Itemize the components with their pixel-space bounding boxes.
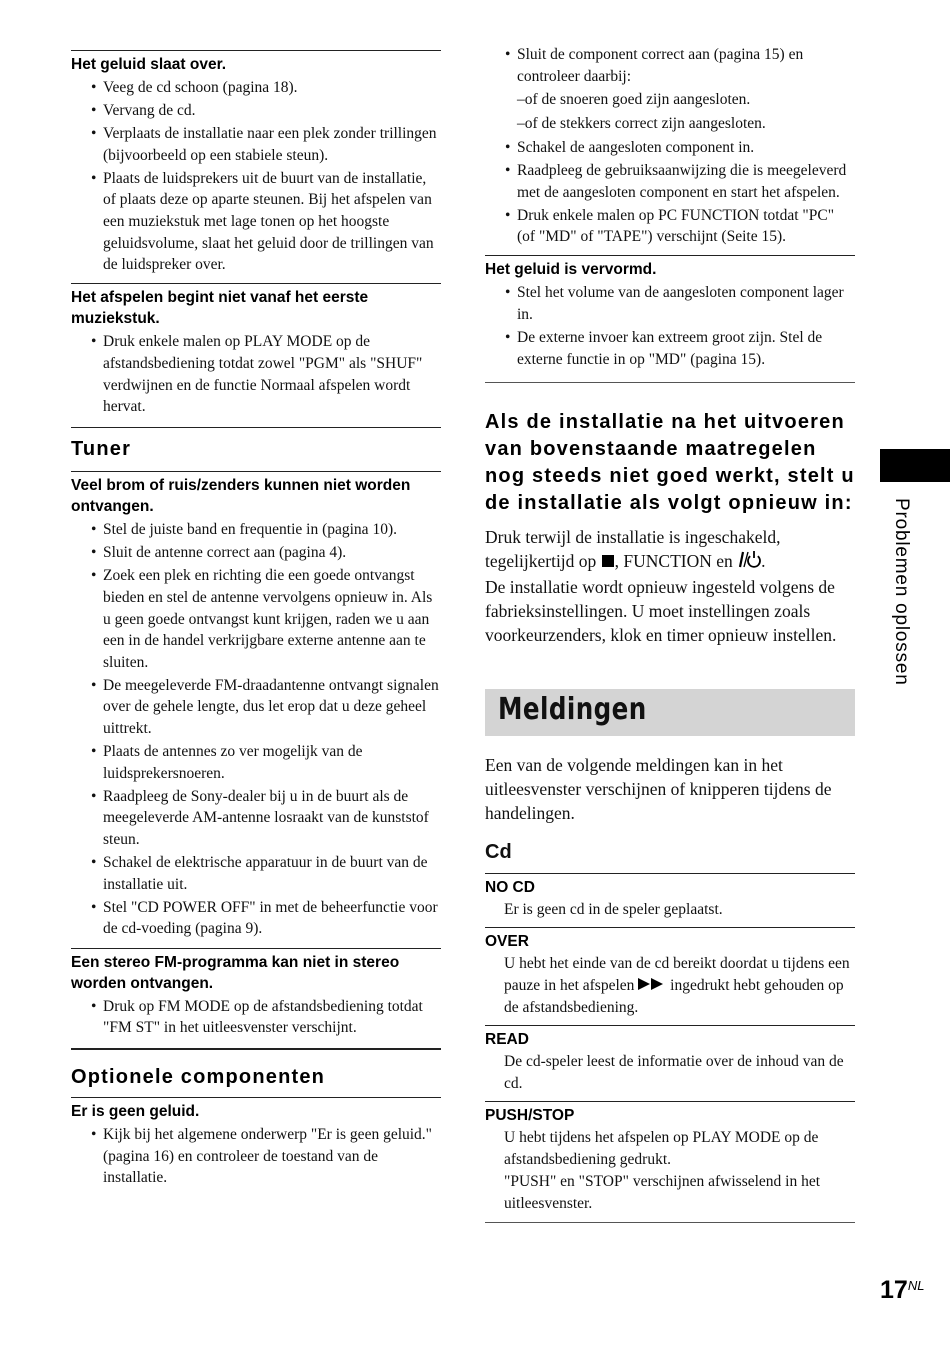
message-title: READ (485, 1031, 529, 1049)
right-column (485, 40, 855, 1223)
list-item: • Stel het volume van de aangesloten component lager in. (485, 282, 855, 325)
message-title: OVER (485, 933, 529, 951)
list-item: • Druk op FM MODE op de afstandsbediening totdat "FM ST" in het uitleesvenster verschijnt. (71, 996, 441, 1039)
list-item: • Zoek een plek en richting die een goede ontvangst bieden en stel de antenne vervolgens opnieuw in. Als u geen goede ontvangst kunt krijgen, raden we u aan een in de handel verkrijgbare externe antenne aan te sluiten. (71, 565, 441, 673)
section-rule (485, 382, 855, 383)
bullet-list (71, 77, 441, 283)
sub-line: –of de stekkers correct zijn aangesloten. (517, 114, 766, 132)
message-description: Er is geen cd in de speler geplaatst. (504, 900, 723, 918)
optional-components-heading: Optionele componenten (71, 1066, 326, 1089)
bullet-list (485, 44, 855, 87)
reset-note: De installatie wordt opnieuw ingesteld volgens de fabrieksinstellingen. U moet instellingen zoals voorkeurzenders, klok en timer opnieuw instellen. (485, 576, 837, 645)
list-item: • Schakel de aangesloten component in. (485, 137, 855, 159)
banner-title: Meldingen (498, 691, 647, 727)
list-item: • Schakel de elektrische apparatuur in de buurt van de installatie uit. (71, 852, 441, 895)
section-heading: Een stereo FM-programma kan niet in stereo worden ontvangen. (71, 953, 400, 992)
list-item: • Veeg de cd schoon (pagina 18). (71, 77, 441, 99)
list-item: • Kijk bij het algemene onderwerp "Er is geen geluid." (pagina 16) en controleer de toestand van de installatie. (71, 1124, 441, 1189)
message-description: "PUSH" en "STOP" verschijnen afwisselend in het uitleesvenster. (504, 1173, 821, 1213)
sub-line: –of de snoeren goed zijn aangesloten. (517, 90, 751, 108)
list-item: • Vervang de cd. (71, 100, 441, 122)
tuner-heading: Tuner (71, 438, 132, 461)
section-heading: Het afspelen begint niet vanaf het eerste muziekstuk. (71, 289, 369, 328)
message-title: PUSH/STOP (485, 1107, 575, 1125)
list-item: • Raadpleeg de Sony-dealer bij u in de buurt als de meegeleverde AM-antenne losraakt van de kunststof steun. (71, 786, 441, 851)
power-icon (737, 550, 761, 575)
bullet-list (485, 282, 855, 377)
list-item: • Druk enkele malen op PC FUNCTION totdat "PC" (of "MD" of "TAPE") verschijnt (Seite 15). (485, 205, 855, 248)
bullet-list (71, 996, 441, 1047)
bullet-list (71, 519, 441, 947)
section-heading: Het geluid is vervormd. (485, 261, 657, 279)
cd-heading: Cd (485, 840, 512, 863)
list-item: • Plaats de luidsprekers uit de buurt van de installatie, of plaats deze op aparte steunen. Bij het afspelen van een muziekstuk met lage tonen op het hoogste geluidsvolume, slaat het geluid door de trillingen van de luidspreker over. (71, 168, 441, 276)
section-heading: Er is geen geluid. (71, 1103, 200, 1121)
list-item: • De meegeleverde FM-draadantenne ontvangt signalen over de gehele lengte, dus let erop dat u deze geheel uittrekt. (71, 675, 441, 740)
list-item: • Stel de juiste band en frequentie in (pagina 10). (71, 519, 441, 541)
chapter-label: Problemen oplossen (891, 498, 912, 686)
fast-forward-icon (638, 975, 666, 997)
list-item: • Raadpleeg de gebruiksaanwijzing die is meegeleverd met de aangesloten component en start het afspelen. (485, 160, 855, 203)
section-heading: Veel brom of ruis/zenders kunnen niet worden ontvangen. (71, 477, 411, 516)
message-title: NO CD (485, 878, 535, 896)
section-rule (485, 1222, 855, 1223)
list-item: • Sluit de component correct aan (pagina 15) en controleer daarbij: (485, 44, 855, 87)
message-description: De cd-speler leest de informatie over de inhoud van de cd. (504, 1053, 844, 1092)
list-item: • Plaats de antennes zo ver mogelijk van de luidsprekersnoeren. (71, 741, 441, 784)
list-item: • De externe invoer kan extreem groot zijn. Stel de externe functie in op "MD" (pagina 15). (485, 327, 855, 370)
list-item: • Sluit de antenne correct aan (pagina 4). (71, 542, 441, 564)
bullet-list (71, 331, 441, 425)
list-item: • Verplaats de installatie naar een plek zonder trillingen (bijvoorbeeld op een stabiele steun). (71, 123, 441, 166)
bullet-list (71, 1124, 441, 1196)
list-item: • Stel "CD POWER OFF" in met de beheerfunctie voor de cd-voeding (pagina 9). (71, 897, 441, 940)
messages-intro: Een van de volgende meldingen kan in het uitleesvenster verschijnen of knipperen tijdens de handelingen. (485, 754, 832, 823)
page-number: $17^{NL}$ (880, 1276, 925, 1304)
meldingen-banner (485, 689, 855, 736)
stop-icon (602, 555, 614, 567)
section-heading: Het geluid slaat over. (71, 56, 227, 73)
chapter-tab (880, 449, 950, 482)
list-item: • Druk enkele malen op PLAY MODE op de afstandsbediening totdat zowel "PGM" als "SHUF" verdwijnen en de functie Normaal afspelen wordt hervat. (71, 331, 441, 417)
reset-instruction: Druk terwijl de installatie is ingeschakeld, tegelijkertijd op , FUNCTION en . (485, 525, 855, 575)
reset-heading: Als de installatie na het uitvoeren van bovenstaande maatregelen nog steeds niet goed werkt, stelt u de installatie als volgt opnieuw in: (485, 410, 855, 514)
message-description: U hebt tijdens het afspelen op PLAY MODE op de afstandsbediening gedrukt. (504, 1129, 819, 1168)
bullet-list (485, 137, 855, 255)
left-column (71, 40, 441, 1196)
message-description: U hebt het einde van de cd bereikt doordat u tijdens een pauze in het afspelen ingedrukt hebt gehouden op de afstandsbediening. (504, 955, 850, 1016)
